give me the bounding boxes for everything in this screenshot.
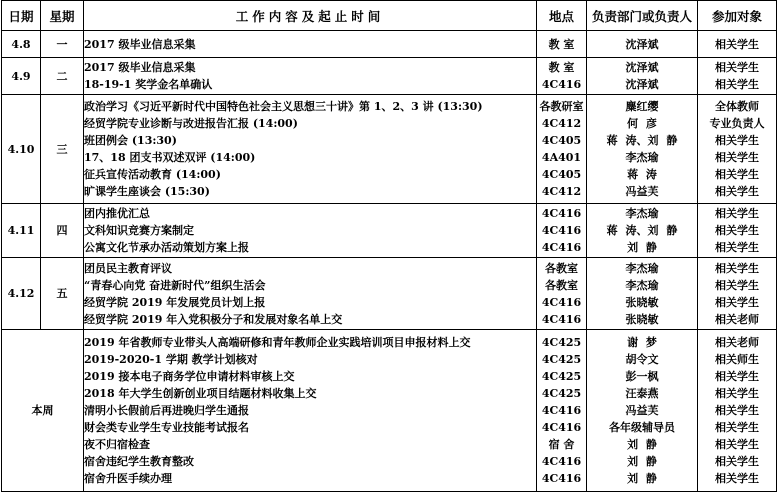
header-location: 地点 [537, 1, 587, 31]
location-cell [537, 204, 587, 258]
audience-item: 相关学生 [715, 78, 759, 91]
audience-cell [698, 95, 777, 204]
location-item: 4C416 [541, 78, 582, 91]
location-item: 4C412 [541, 117, 582, 130]
location-item: 4C416 [541, 295, 582, 309]
work-item: 17、18 团支书双述双评 (14:00) [84, 151, 256, 164]
location-item: 4C416 [541, 241, 582, 254]
work-item: 政治学习《习近平新时代中国特色社会主义思想三十讲》第 1、2、3 讲 (13:30) [84, 100, 483, 113]
audience-item: 相关学生 [715, 472, 759, 485]
audience-cell [698, 258, 777, 330]
audience-item: 相关学生 [715, 224, 759, 237]
responsible-item: 沈泽斌 [625, 61, 659, 74]
work-cell [84, 330, 537, 492]
work-item: 经贸学院 2019 年入党积极分子和发展对象名单上交 [84, 312, 343, 326]
responsible-item: 刘 静 [627, 241, 657, 254]
location-item: 4C416 [541, 455, 582, 468]
audience-item: 相关学生 [715, 241, 759, 254]
work-item: 团内推优汇总 [84, 207, 150, 220]
responsible-cell [587, 95, 698, 204]
day-row [2, 204, 777, 258]
location-item: 4C412 [541, 185, 582, 198]
location-item: 宿 舍 [548, 438, 575, 451]
day-row [2, 31, 777, 58]
work-item: 18-19-1 奖学金名单确认 [84, 78, 213, 91]
location-cell [537, 330, 587, 492]
responsible-item: 冯益芙 [625, 185, 659, 198]
location-cell [537, 31, 587, 58]
day-row [2, 95, 777, 204]
responsible-item: 沈泽斌 [625, 37, 659, 51]
weekday-cell: 二 [41, 58, 84, 95]
responsible-item: 张晓敏 [625, 295, 659, 309]
audience-item: 相关学生 [715, 37, 759, 51]
responsible-item: 何 彦 [627, 117, 657, 130]
audience-item: 相关学生 [715, 455, 759, 468]
work-item: 清明小长假前后再进晚归学生通报 [84, 404, 249, 417]
work-cell [84, 258, 537, 330]
responsible-item: 李杰瑜 [625, 151, 659, 164]
work-item: 夜不归宿检查 [84, 438, 150, 451]
work-item: “青春心向党 奋进新时代”组织生活会 [84, 278, 266, 292]
weekday-cell: 三 [41, 95, 84, 204]
work-item: 2017 级毕业信息采集 [84, 37, 196, 51]
responsible-cell [587, 58, 698, 95]
header-date: 日期 [2, 1, 41, 31]
location-item: 各教研室 [539, 100, 584, 113]
location-item: 4C416 [541, 421, 582, 434]
location-item: 4C416 [541, 224, 582, 237]
responsible-item: 李杰瑜 [625, 261, 659, 275]
responsible-item: 刘 静 [627, 472, 657, 485]
location-item: 4C425 [541, 387, 582, 400]
header-audience: 参加对象 [698, 1, 777, 31]
audience-item: 相关学生 [715, 295, 759, 309]
work-item: 2019 接本电子商务学位申请材料审核上交 [84, 370, 295, 383]
location-item: 4C425 [541, 353, 582, 366]
responsible-item: 麋红缨 [625, 100, 659, 113]
responsible-item: 冯益芙 [625, 404, 659, 417]
date-cell: 4.9 [2, 58, 41, 95]
responsible-item: 刘 静 [627, 455, 657, 468]
work-item: 2018 年大学生创新创业项目结题材料收集上交 [84, 387, 317, 400]
location-cell [537, 258, 587, 330]
audience-cell [698, 330, 777, 492]
audience-item: 相关学生 [715, 168, 759, 181]
responsible-item: 蒋 涛、刘 静 [606, 134, 678, 147]
location-item: 教 室 [548, 37, 575, 51]
audience-item: 相关学生 [715, 61, 759, 74]
audience-item: 相关学生 [715, 185, 759, 198]
audience-cell [698, 58, 777, 95]
location-item: 各教室 [545, 278, 578, 292]
responsible-item: 张晓敏 [625, 312, 659, 326]
audience-item: 相关学生 [715, 421, 759, 434]
audience-item: 相关老师 [715, 336, 759, 349]
date-cell: 4.10 [2, 95, 41, 204]
date-cell: 4.12 [2, 258, 41, 330]
audience-item: 相关学生 [715, 261, 759, 275]
audience-cell [698, 31, 777, 58]
responsible-cell [587, 204, 698, 258]
date-cell: 4.11 [2, 204, 41, 258]
location-item: 各教室 [545, 261, 578, 275]
header-responsible: 负责部门或负责人 [587, 1, 698, 31]
audience-item: 相关学生 [715, 207, 759, 220]
weekday-cell: 一 [41, 31, 84, 58]
responsible-item: 汪泰燕 [625, 387, 659, 400]
audience-cell [698, 204, 777, 258]
location-item: 4C425 [541, 336, 582, 349]
responsible-cell [587, 31, 698, 58]
schedule-table [1, 0, 777, 492]
work-item: 宿舍升医手续办理 [84, 472, 172, 485]
header-work: 工作内容及起止时间 [84, 1, 537, 31]
responsible-item: 蒋 涛 [627, 168, 657, 181]
responsible-item: 刘 静 [627, 438, 657, 451]
audience-item: 相关学生 [715, 387, 759, 400]
week-label-cell: 本周 [2, 330, 84, 492]
audience-item: 相关老师 [715, 312, 759, 326]
location-item: 4C416 [541, 404, 582, 417]
location-cell [537, 58, 587, 95]
work-item: 班团例会 (13:30) [84, 134, 177, 147]
work-item: 公寓文化节承办活动策划方案上报 [84, 241, 249, 254]
weekday-cell: 四 [41, 204, 84, 258]
work-item: 经贸学院专业诊断与改进报告汇报 (14:00) [84, 117, 298, 130]
responsible-item: 蒋 涛、刘 静 [606, 224, 678, 237]
location-item: 教 室 [548, 61, 575, 74]
audience-item: 专业负责人 [709, 117, 765, 130]
location-item: 4C425 [541, 370, 582, 383]
work-item: 财会类专业学生专业技能考试报名 [84, 421, 249, 434]
header-row [2, 1, 777, 31]
audience-item: 全体教师 [715, 100, 759, 113]
location-item: 4C416 [541, 312, 582, 326]
responsible-item: 李杰瑜 [625, 207, 659, 220]
location-cell [537, 95, 587, 204]
work-item: 团员民主教育评议 [84, 261, 172, 275]
weekday-cell: 五 [41, 258, 84, 330]
work-cell [84, 204, 537, 258]
responsible-item: 谢 梦 [627, 336, 657, 349]
audience-item: 相关学生 [715, 404, 759, 417]
audience-item: 相关师生 [715, 353, 759, 366]
audience-item: 相关学生 [715, 134, 759, 147]
audience-item: 相关学生 [715, 370, 759, 383]
location-item: 4C405 [541, 134, 582, 147]
header-weekday: 星期 [41, 1, 84, 31]
responsible-cell [587, 258, 698, 330]
location-item: 4C405 [541, 168, 582, 181]
responsible-item: 各年级辅导员 [609, 421, 675, 434]
responsible-item: 彭一枫 [625, 370, 659, 383]
responsible-item: 沈泽斌 [625, 78, 659, 91]
work-item: 经贸学院 2019 年发展党员计划上报 [84, 295, 266, 309]
work-item: 2017 级毕业信息采集 [84, 61, 196, 74]
work-item: 文科知识竞赛方案制定 [84, 224, 194, 237]
location-item: 4A401 [541, 151, 582, 164]
work-item: 旷课学生座谈会 (15:30) [84, 185, 210, 198]
work-item: 宿舍违纪学生教育整改 [84, 455, 194, 468]
day-row [2, 58, 777, 95]
day-row [2, 258, 777, 330]
work-item: 2019 年省教师专业带头人高端研修和青年教师企业实践培训项目申报材料上交 [84, 336, 471, 349]
date-cell: 4.8 [2, 31, 41, 58]
location-item: 4C416 [541, 472, 582, 485]
work-item: 征兵宣传活动教育 (14:00) [84, 168, 221, 181]
audience-item: 相关学生 [715, 278, 759, 292]
responsible-item: 胡令文 [625, 353, 659, 366]
work-cell [84, 31, 537, 58]
responsible-item: 李杰瑜 [625, 278, 659, 292]
audience-item: 相关学生 [715, 438, 759, 451]
work-cell [84, 95, 537, 204]
audience-item: 相关学生 [715, 151, 759, 164]
work-cell [84, 58, 537, 95]
day-row [2, 330, 777, 492]
work-item: 2019-2020-1 学期 教学计划核对 [84, 353, 258, 366]
responsible-cell [587, 330, 698, 492]
location-item: 4C416 [541, 207, 582, 220]
